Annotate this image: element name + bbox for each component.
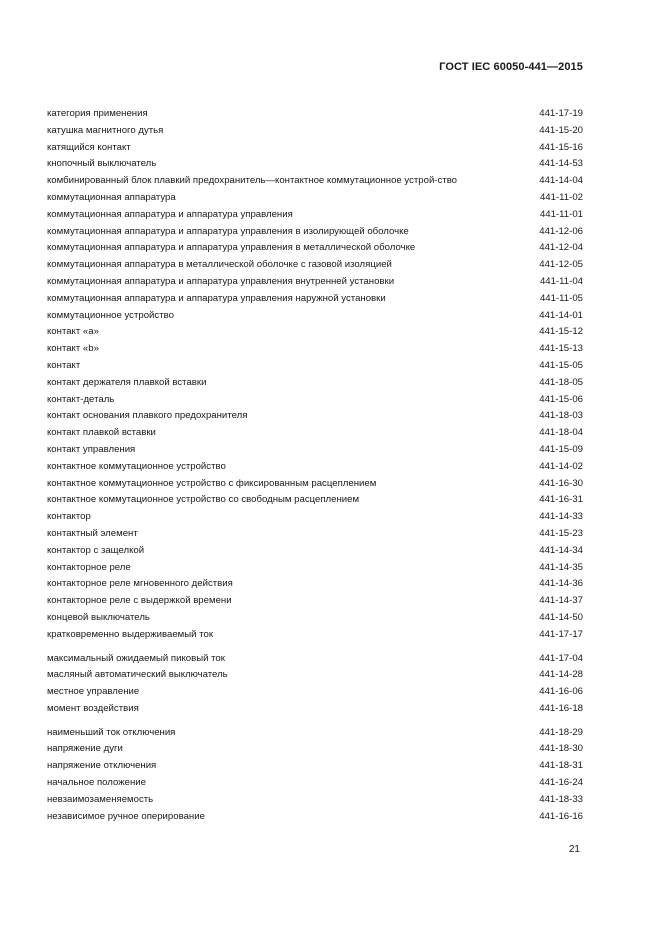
- entry-code: 441-15-16: [539, 141, 583, 153]
- index-entry: [47, 156, 583, 173]
- entry-term: контакторное реле: [47, 561, 131, 573]
- index-entry: [47, 140, 583, 157]
- index-entry: [47, 560, 583, 577]
- entry-term: момент воздействия: [47, 702, 139, 714]
- index-entry: [47, 543, 583, 560]
- entry-term: коммутационная аппаратура и аппаратура управления наружной установки: [47, 292, 386, 304]
- entry-code: 441-17-04: [539, 652, 583, 664]
- index-entry: [47, 358, 583, 375]
- entry-code: 441-18-05: [539, 376, 583, 388]
- entry-term: коммутационная аппаратура и аппаратура управления внутренней установки: [47, 275, 395, 287]
- entry-term: невзаимозаменяемость: [47, 793, 154, 805]
- entry-code: 441-18-33: [539, 793, 583, 805]
- entry-term: контактное коммутационное устройство: [47, 460, 226, 472]
- index-entry: [47, 207, 583, 224]
- entry-term: катящийся контакт: [47, 141, 131, 153]
- entry-term: коммутационная аппаратура и аппаратура управления в изолирующей оболочке: [47, 225, 409, 237]
- index-entry: [47, 274, 583, 291]
- entry-code: 441-14-04: [539, 175, 583, 187]
- entry-code: 441-15-05: [539, 359, 583, 371]
- entry-term: контакт «b»: [47, 343, 99, 355]
- index-entry: [47, 173, 583, 190]
- entry-term: контактор: [47, 511, 91, 523]
- index-entry: [47, 725, 583, 742]
- entry-term: контакт «а»: [47, 326, 99, 338]
- entry-code: 441-11-04: [539, 275, 583, 287]
- entry-term: начальное положение: [47, 777, 146, 789]
- entry-code: 441-17-19: [539, 108, 583, 119]
- entry-term: коммутационная аппаратура и аппаратура управления: [47, 208, 293, 220]
- index-entry: [47, 610, 583, 627]
- entry-term: кнопочный выключатель: [47, 158, 157, 170]
- entry-code: 441-12-06: [539, 225, 583, 237]
- entry-term: напряжение отключения: [47, 760, 157, 772]
- entry-code: 441-15-12: [539, 326, 583, 338]
- entry-term: контакт-деталь: [47, 393, 115, 405]
- entry-code: 441-18-30: [539, 743, 583, 755]
- entry-term: коммутационная аппаратура в металлической оболочке с газовой изоляцией: [47, 259, 392, 271]
- index-entry: [47, 291, 583, 308]
- index-entry: [47, 701, 583, 718]
- entry-term: контактное коммутационное устройство с фиксированным расцеплением: [47, 477, 377, 489]
- index-entry: [47, 667, 583, 684]
- entry-code: 441-15-20: [539, 124, 583, 136]
- entry-code: 441-11-01: [539, 208, 583, 220]
- entry-code: 441-14-28: [539, 669, 583, 681]
- entry-term: комбинированный блок плавкий предохранитель—контактное коммутационное устрой-ство: [47, 175, 458, 187]
- index-entry: [47, 324, 583, 341]
- index-entry: [47, 627, 583, 644]
- index-entry: [47, 459, 583, 476]
- entry-code: 441-18-29: [539, 726, 583, 738]
- entry-code: 441-16-31: [539, 494, 583, 506]
- index-entry: [47, 651, 583, 668]
- entry-term: контактное коммутационное устройство со свободным расцеплением: [47, 494, 360, 506]
- entry-term: независимое ручное оперирование: [47, 810, 205, 822]
- entry-term: категория применения: [47, 108, 148, 119]
- index-entry: [47, 257, 583, 274]
- entry-code: 441-18-31: [539, 760, 583, 772]
- index-entry: [47, 509, 583, 526]
- entry-code: 441-16-24: [539, 777, 583, 789]
- entry-term: напряжение дуги: [47, 743, 123, 755]
- entry-code: 441-18-04: [539, 427, 583, 439]
- index-entry: [47, 442, 583, 459]
- page-number: 21: [568, 844, 580, 855]
- entry-code: 441-16-16: [539, 810, 583, 822]
- entry-code: 441-14-02: [539, 460, 583, 472]
- entry-term: контакт держателя плавкой вставки: [47, 376, 207, 388]
- index-entry: [47, 775, 583, 792]
- entry-term: наименьший ток отключения: [47, 726, 176, 738]
- index-entry: [47, 375, 583, 392]
- entry-term: контакт основания плавкого предохранителя: [47, 410, 248, 422]
- entry-term: местное управление: [47, 686, 140, 698]
- entry-term: коммутационная аппаратура и аппаратура управления в металлической оболочке: [47, 242, 416, 254]
- index-entry: [47, 123, 583, 140]
- entry-code: 441-12-04: [539, 242, 583, 254]
- index-entry: [47, 684, 583, 701]
- index-entry: [47, 341, 583, 358]
- index-entry: [47, 476, 583, 493]
- entry-code: 441-14-35: [539, 561, 583, 573]
- entry-code: 441-17-17: [539, 628, 583, 640]
- index-entry: [47, 308, 583, 325]
- entry-term: контакт плавкой вставки: [47, 427, 156, 439]
- entry-term: контакт: [47, 359, 81, 371]
- index-entry: [47, 425, 583, 442]
- entry-code: 441-14-53: [539, 158, 583, 170]
- index-entry: [47, 392, 583, 409]
- entry-code: 441-14-37: [539, 595, 583, 607]
- document-header: ГОСТ IEC 60050-441—2015: [439, 61, 583, 73]
- entry-term: коммутационная аппаратура: [47, 191, 176, 203]
- entry-code: 441-15-09: [539, 443, 583, 455]
- term-index: [47, 106, 583, 825]
- index-entry: [47, 809, 583, 826]
- index-entry: [47, 224, 583, 241]
- entry-code: 441-11-02: [539, 191, 583, 203]
- entry-term: контактный элемент: [47, 527, 138, 539]
- index-entry: [47, 408, 583, 425]
- index-entry: [47, 758, 583, 775]
- entry-term: контакт управления: [47, 443, 136, 455]
- entry-code: 441-18-03: [539, 410, 583, 422]
- entry-term: кратковременно выдерживаемый ток: [47, 628, 214, 640]
- index-entry: [47, 240, 583, 257]
- entry-code: 441-16-06: [539, 686, 583, 698]
- entry-code: 441-14-50: [539, 611, 583, 623]
- entry-term: контактор с защелкой: [47, 544, 145, 556]
- index-entry: [47, 190, 583, 207]
- entry-term: максимальный ожидаемый пиковый ток: [47, 652, 225, 664]
- entry-code: 441-16-30: [539, 477, 583, 489]
- section-gap: [47, 718, 583, 725]
- index-entry: [47, 741, 583, 758]
- entry-code: 441-15-13: [539, 343, 583, 355]
- entry-code: 441-16-18: [539, 702, 583, 714]
- entry-term: коммутационное устройство: [47, 309, 174, 321]
- entry-code: 441-11-05: [539, 292, 583, 304]
- entry-term: концевой выключатель: [47, 611, 150, 623]
- entry-term: контакторное реле мгновенного действия: [47, 578, 233, 590]
- index-entry: [47, 526, 583, 543]
- entry-code: 441-14-33: [539, 511, 583, 523]
- entry-code: 441-15-06: [539, 393, 583, 405]
- index-entry: [47, 492, 583, 509]
- entry-term: контакторное реле с выдержкой времени: [47, 595, 232, 607]
- entry-code: 441-15-23: [539, 527, 583, 539]
- entry-term: катушка магнитного дутья: [47, 124, 164, 136]
- entry-code: 441-14-34: [539, 544, 583, 556]
- section-gap: [47, 644, 583, 651]
- index-entry: [47, 593, 583, 610]
- entry-code: 441-14-01: [539, 309, 583, 321]
- entry-code: 441-14-36: [539, 578, 583, 590]
- index-entry: [47, 576, 583, 593]
- index-entry: [47, 792, 583, 809]
- entry-code: 441-12-05: [539, 259, 583, 271]
- index-entry: [47, 106, 583, 123]
- entry-term: масляный автоматический выключатель: [47, 669, 228, 681]
